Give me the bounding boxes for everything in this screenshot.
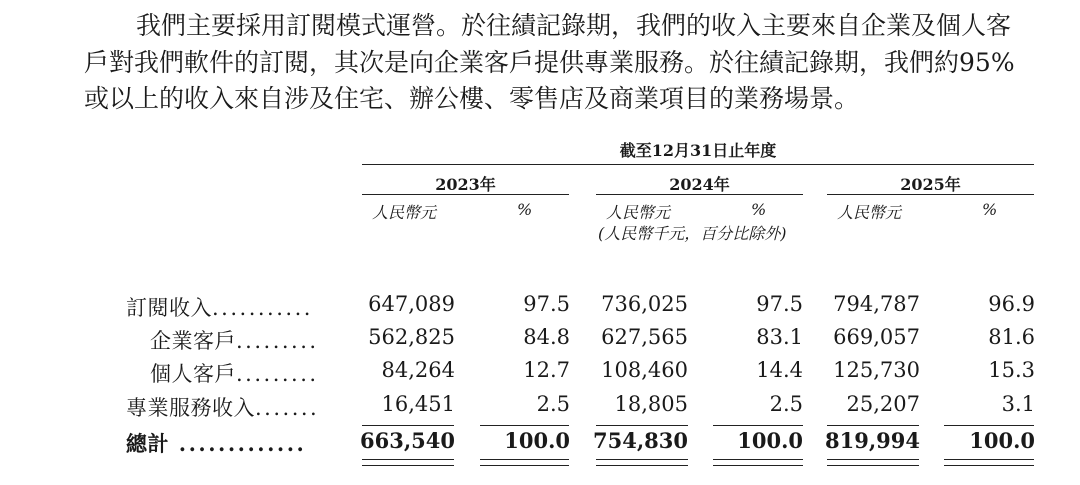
cell-amount-2025: 25,207 — [846, 392, 920, 416]
row-label — [126, 428, 306, 458]
total-double-rule-4b — [713, 465, 803, 466]
cell-pct-2023: 100.0 — [504, 428, 570, 453]
cell-pct-2025: 3.1 — [1001, 392, 1035, 416]
cell-amount-2025: 794,787 — [833, 292, 920, 316]
row-leader-dots: ........... — [212, 296, 313, 320]
cell-amount-2025: 125,730 — [833, 358, 920, 382]
row-label — [126, 292, 313, 322]
row-label-text: 企業客戶 — [150, 329, 236, 353]
cell-pct-2024: 100.0 — [737, 428, 803, 453]
header-rule — [362, 164, 1034, 165]
subtotal-rule-4 — [713, 425, 803, 426]
table-row — [0, 292, 1080, 322]
cell-amount-2023: 84,264 — [381, 358, 455, 382]
pct-label-2024: % — [751, 200, 767, 219]
cell-amount-2023: 647,089 — [368, 292, 455, 316]
total-double-rule-2b — [480, 465, 569, 466]
row-label-text: 個人客戶 — [150, 362, 236, 386]
total-double-rule-5a — [827, 459, 919, 460]
unit-label-2024: 人民幣元 — [606, 203, 671, 222]
row-label — [150, 358, 319, 388]
unit-note: (人民幣千元，百分比除外) — [598, 224, 787, 243]
subtotal-rule-5 — [827, 425, 919, 426]
cell-pct-2024: 97.5 — [756, 292, 803, 316]
pct-label-2023: % — [517, 200, 533, 219]
row-label — [126, 392, 319, 422]
cell-amount-2024: 108,460 — [601, 358, 688, 382]
year-rule-2023 — [362, 194, 569, 195]
cell-pct-2025: 100.0 — [969, 428, 1035, 453]
cell-amount-2024: 18,805 — [614, 392, 688, 416]
cell-amount-2024: 627,565 — [601, 325, 688, 349]
subtotal-rule-6 — [944, 425, 1034, 426]
total-double-rule-1a — [362, 459, 454, 460]
paragraph-line-3: 或以上的收入來自涉及住宅、辦公樓、零售店及商業項目的業務場景。 — [84, 84, 860, 113]
row-leader-dots: ....... — [255, 396, 320, 420]
cell-amount-2025: 819,994 — [825, 428, 920, 453]
row-leader-dots: ............. — [169, 431, 307, 456]
subtotal-rule-1 — [362, 425, 454, 426]
year-header-2025: 2025年 — [900, 175, 961, 194]
pct-label-2025: % — [982, 200, 998, 219]
table-row — [0, 392, 1080, 422]
cell-amount-2023: 16,451 — [381, 392, 455, 416]
year-rule-2025 — [827, 194, 1034, 195]
year-header-2023: 2023年 — [435, 175, 496, 194]
row-label-text: 總計 — [126, 431, 169, 456]
total-double-rule-4a — [713, 459, 803, 460]
table-row — [0, 358, 1080, 388]
total-double-rule-3a — [596, 459, 688, 460]
cell-pct-2025: 96.9 — [988, 292, 1035, 316]
cell-pct-2024: 14.4 — [756, 358, 803, 382]
cell-pct-2025: 15.3 — [988, 358, 1035, 382]
unit-label-2025: 人民幣元 — [837, 203, 902, 222]
row-leader-dots: ......... — [236, 362, 319, 386]
row-label-text: 訂閱收入 — [126, 296, 212, 320]
year-rule-2024 — [596, 194, 803, 195]
cell-amount-2024: 736,025 — [601, 292, 688, 316]
total-double-rule-2a — [480, 459, 569, 460]
cell-pct-2023: 12.7 — [523, 358, 570, 382]
paragraph-line-1: 我們主要採用訂閱模式運營。於往績記錄期，我們的收入主要來自企業及個人客 — [136, 11, 1012, 40]
table-row-total — [0, 428, 1080, 458]
subtotal-rule-2 — [480, 425, 569, 426]
cell-pct-2024: 2.5 — [769, 392, 803, 416]
cell-amount-2025: 669,057 — [833, 325, 920, 349]
total-double-rule-1b — [362, 465, 454, 466]
intro-paragraph — [84, 8, 1044, 118]
total-double-rule-6b — [944, 465, 1034, 466]
row-label — [150, 325, 319, 355]
subtotal-rule-3 — [596, 425, 688, 426]
row-label-text: 專業服務收入 — [126, 396, 255, 420]
cell-amount-2023: 562,825 — [368, 325, 455, 349]
total-double-rule-5b — [827, 465, 919, 466]
table-row — [0, 325, 1080, 355]
cell-pct-2023: 84.8 — [523, 325, 570, 349]
cell-amount-2024: 754,830 — [593, 428, 688, 453]
unit-label-2023: 人民幣元 — [372, 203, 437, 222]
cell-amount-2023: 663,540 — [360, 428, 455, 453]
row-leader-dots: ......... — [236, 329, 319, 353]
period-header: 截至12月31日止年度 — [619, 141, 777, 160]
cell-pct-2025: 81.6 — [988, 325, 1035, 349]
paragraph-line-2: 戶對我們軟件的訂閱，其次是向企業客戶提供專業服務。於往績記錄期，我們約95% — [84, 47, 1015, 77]
total-double-rule-3b — [596, 465, 688, 466]
cell-pct-2024: 83.1 — [756, 325, 803, 349]
cell-pct-2023: 2.5 — [536, 392, 570, 416]
year-header-2024: 2024年 — [669, 175, 730, 194]
cell-pct-2023: 97.5 — [523, 292, 570, 316]
total-double-rule-6a — [944, 459, 1034, 460]
